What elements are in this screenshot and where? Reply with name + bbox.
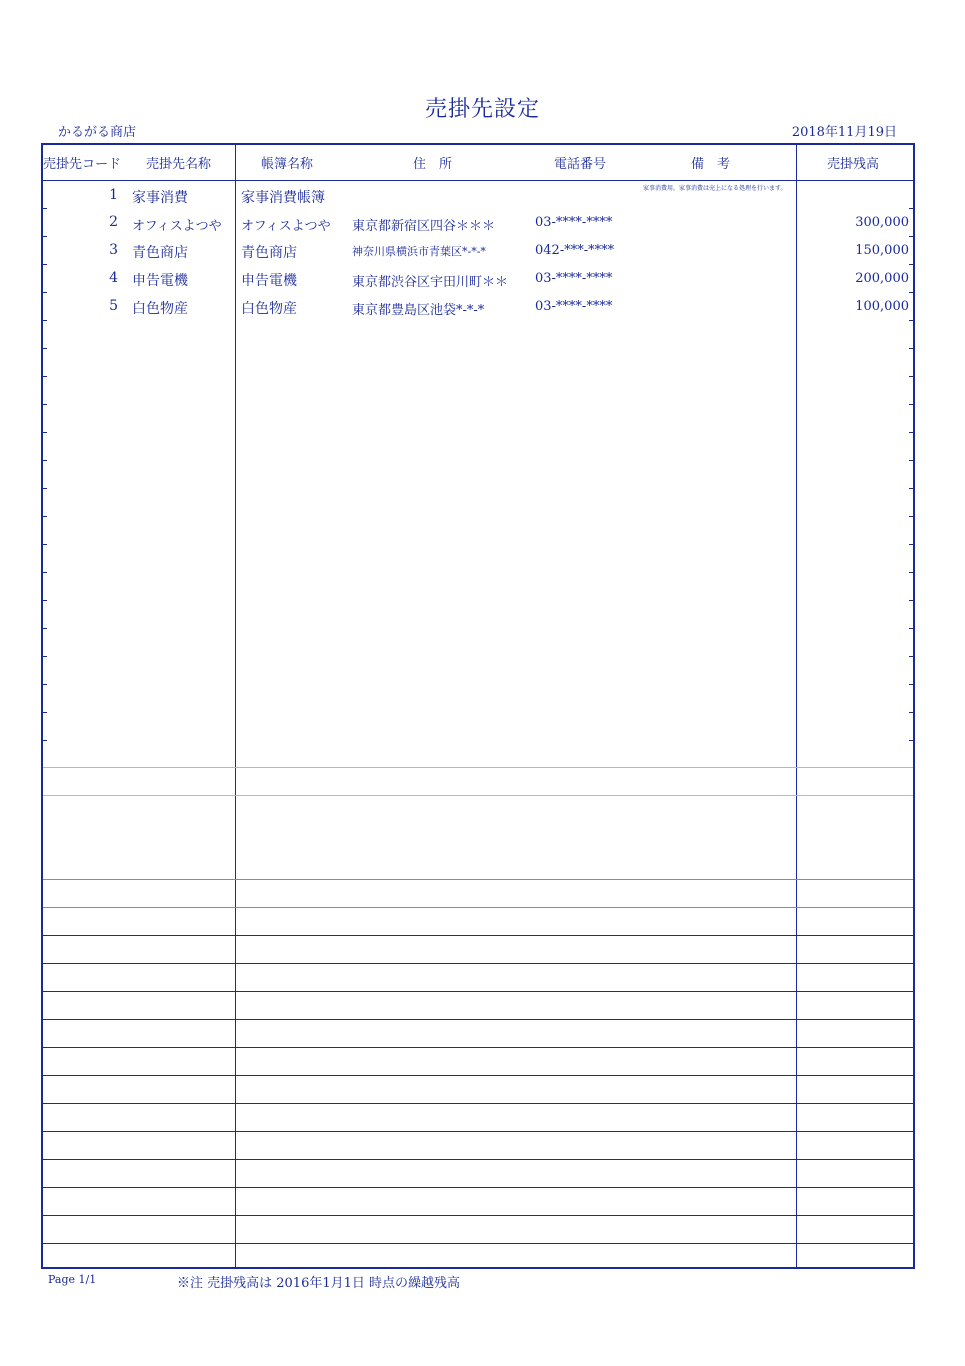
row-ledger: オフィスよつや	[241, 219, 331, 234]
shop-name: かるがる商店	[58, 125, 137, 140]
row-divider	[43, 907, 913, 908]
row-divider	[43, 1215, 913, 1216]
row-code: 2	[109, 214, 118, 230]
row-divider	[43, 1019, 913, 1020]
row-ledger: 家事消費帳簿	[241, 190, 325, 206]
row-divider	[43, 963, 913, 964]
row-address: 東京都渋谷区宇田川町＊＊	[352, 275, 509, 290]
row-divider	[43, 1159, 913, 1160]
row-divider	[43, 1103, 913, 1104]
page-title: 売掛先設定	[424, 97, 540, 122]
page-number: Page 1/1	[48, 1273, 97, 1286]
column-divider	[796, 145, 797, 1267]
column-divider	[235, 145, 236, 1267]
row-code: 5	[109, 298, 118, 314]
row-name: 家事消費	[132, 190, 188, 206]
row-divider	[43, 1047, 913, 1048]
row-divider	[43, 935, 913, 936]
row-divider	[43, 1075, 913, 1076]
row-balance: 300,000	[855, 215, 909, 230]
row-ledger: 白色物産	[241, 301, 297, 317]
row-divider	[43, 795, 913, 796]
row-balance: 200,000	[855, 271, 909, 286]
report-date: 2018年11月19日	[791, 125, 897, 140]
row-divider	[43, 1131, 913, 1132]
row-address: 神奈川県横浜市青葉区*-*-*	[352, 245, 486, 258]
row-phone: 042-***-****	[535, 243, 615, 258]
row-address: 東京都豊島区池袋*-*-*	[352, 303, 485, 318]
row-ledger: 申告電機	[241, 273, 297, 289]
row-name: 白色物産	[132, 301, 188, 317]
row-remarks: 家事消費用。家事消費は売上になる処理を行います。	[643, 185, 787, 192]
row-name: オフィスよつや	[132, 219, 222, 234]
row-address: 東京都新宿区四谷＊＊＊	[352, 219, 496, 234]
header-remarks: 備 考	[691, 157, 731, 172]
row-name: 青色商店	[132, 245, 188, 261]
row-divider	[43, 767, 913, 768]
header-balance: 売掛残高	[827, 157, 880, 172]
row-phone: 03-****-****	[535, 215, 613, 230]
row-name: 申告電機	[132, 273, 188, 289]
row-divider	[43, 991, 913, 992]
row-phone: 03-****-****	[535, 299, 613, 314]
row-divider	[43, 1243, 913, 1244]
row-divider	[43, 1187, 913, 1188]
row-code: 1	[109, 187, 118, 203]
ledger-table	[41, 143, 915, 1269]
header-phone: 電話番号	[554, 157, 607, 172]
row-phone: 03-****-****	[535, 271, 613, 286]
row-balance: 150,000	[855, 243, 909, 258]
header-name: 売掛先名称	[146, 157, 212, 172]
row-code: 3	[109, 242, 118, 258]
footer-note: ※注 売掛残高は 2016年1月1日 時点の繰越残高	[177, 1276, 461, 1291]
row-code: 4	[109, 270, 118, 286]
header-ledger: 帳簿名称	[261, 157, 314, 172]
row-balance: 100,000	[855, 299, 909, 314]
header-address: 住 所	[413, 157, 453, 172]
row-ledger: 青色商店	[241, 245, 297, 261]
header-divider	[43, 180, 913, 181]
header-code: 売掛先コード	[43, 157, 122, 172]
row-divider	[43, 879, 913, 880]
